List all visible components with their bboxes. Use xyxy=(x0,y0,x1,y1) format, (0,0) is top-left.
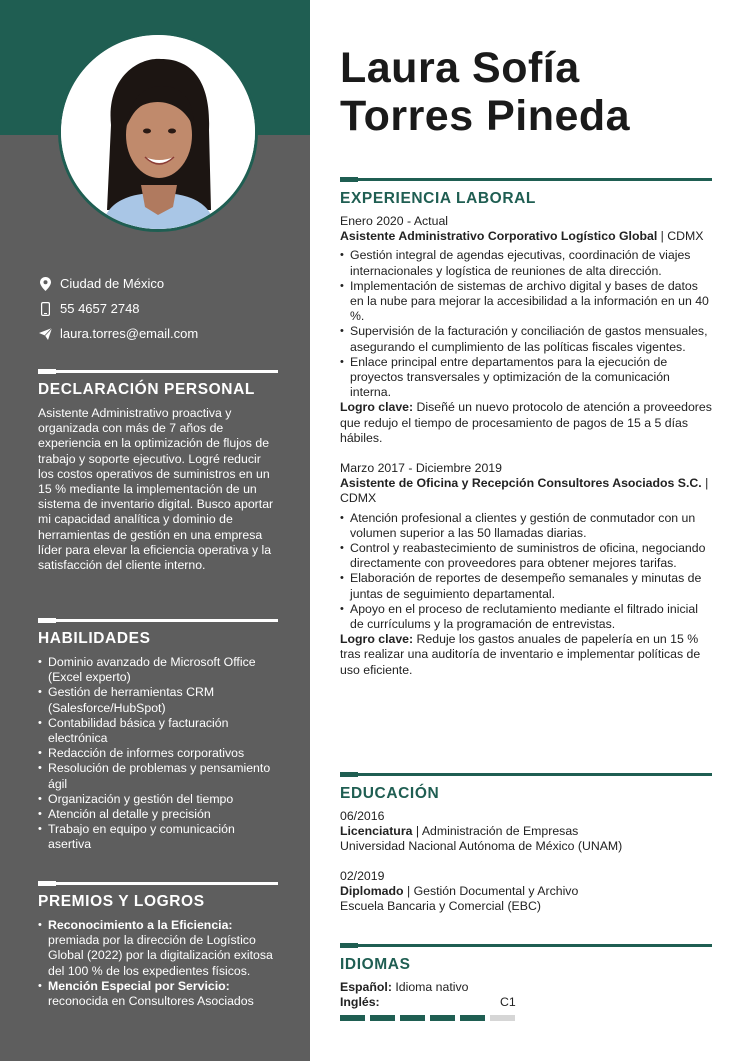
language-level: Idioma nativo xyxy=(395,980,469,994)
education-school: Escuela Bancaria y Comercial (EBC) xyxy=(340,899,541,914)
language-item xyxy=(340,995,712,1010)
level-segment-empty xyxy=(490,1015,515,1021)
education-section xyxy=(340,773,712,914)
award-description: reconocida en Consultores Asociados xyxy=(48,994,254,1009)
contact-city-text: Ciudad de México xyxy=(60,276,165,291)
name-line-1: Laura Sofía xyxy=(340,44,580,92)
award-item xyxy=(38,979,278,1009)
statement-text: Asistente Administrativo proactiva y organizada con más de 7 años de experiencia en la optimización de flujos de trabajo y soporte ejecutivo. Logré reducir los costos operativos de suministros en un 15 % mediante la implementación de un sistema de inventario digital. Busco aportar mi capacidad analítica y dominio de herramientas de gestión en una empresa líder para elevar la eficiencia operativa y la satisfacción del cliente interno. xyxy=(38,406,274,573)
language-item xyxy=(340,980,712,995)
education-date: 02/2019 xyxy=(340,868,385,883)
section-divider xyxy=(340,944,712,947)
skill-item: • Contabilidad básica y facturación electrónica xyxy=(38,716,278,746)
separator: | xyxy=(657,229,668,244)
level-segment-filled xyxy=(370,1015,395,1021)
education-entry xyxy=(340,809,712,855)
section-divider xyxy=(38,619,278,622)
list-item: • Supervisión de la facturación y conciliación de gastos mensuales, asegurando el cumplimiento de las políticas fiscales vigentes. xyxy=(340,324,712,354)
language-name: Inglés: xyxy=(340,995,380,1010)
level-segment-filled xyxy=(400,1015,425,1021)
profile-photo xyxy=(58,32,258,232)
name-line-2: Torres Pineda xyxy=(340,92,631,140)
list-item: • Atención profesional a clientes y gestión de conmutador con un volumen superior a las 50 llamadas diarias. xyxy=(340,511,712,541)
languages-title: IDIOMAS xyxy=(340,956,411,973)
education-degree-line xyxy=(340,884,712,899)
job-location: CDMX xyxy=(667,229,704,244)
job-dates: Enero 2020 - Actual xyxy=(340,214,449,228)
list-item: • Enlace principal entre departamentos para la ejecución de proyectos transversales y optimización de la comunicación interna. xyxy=(340,355,712,401)
education-degree-line xyxy=(340,824,712,839)
awards-title: PREMIOS Y LOGROS xyxy=(38,893,205,910)
language-level-bar xyxy=(340,1015,712,1021)
phone-icon xyxy=(38,301,52,317)
level-segment-filled xyxy=(460,1015,485,1021)
sidebar xyxy=(0,0,310,1061)
job-header xyxy=(340,229,712,244)
education-date: 06/2016 xyxy=(340,809,385,823)
section-divider xyxy=(38,882,278,885)
experience-title: EXPERIENCIA LABORAL xyxy=(340,190,536,207)
contact-phone xyxy=(38,296,288,321)
contact-email-text[interactable]: laura.torres@email.com xyxy=(60,326,199,341)
award-name: Reconocimiento a la Eficiencia: xyxy=(48,918,233,932)
language-level: C1 xyxy=(500,995,516,1010)
education-title: EDUCACIÓN xyxy=(340,785,440,802)
separator: | xyxy=(701,476,709,491)
education-field: Administración de Empresas xyxy=(421,824,579,839)
list-item: • Apoyo en el proceso de reclutamiento mediante el filtrado inicial de currículums y la programación de entrevistas. xyxy=(340,602,712,632)
job-role: Asistente de Oficina y Recepción Consultores Asociados S.C. xyxy=(340,476,702,491)
list-item: • Control y reabastecimiento de suministros de oficina, negociando directamente con proveedores para obtener mejores tarifas. xyxy=(340,541,712,571)
award-item xyxy=(38,918,278,979)
award-description: premiada por la dirección de Logístico Global (2022) por la digitalización exitosa del 100 % de los expedientes físicos. xyxy=(48,933,273,978)
skill-item: • Atención al detalle y precisión xyxy=(38,807,278,822)
contact-info xyxy=(38,271,288,346)
job-dates: Marzo 2017 - Diciembre 2019 xyxy=(340,461,502,476)
skill-item: • Dominio avanzado de Microsoft Office (Excel experto) xyxy=(38,655,278,685)
skills-title: HABILIDADES xyxy=(38,630,151,647)
education-school: Universidad Nacional Autónoma de México (UNAM) xyxy=(340,839,623,854)
list-item: • Gestión integral de agendas ejecutivas, coordinación de viajes internacionales y logística de reuniones de alta dirección. xyxy=(340,248,712,278)
contact-phone-text[interactable]: 55 4657 2748 xyxy=(60,301,140,316)
job-location: CDMX xyxy=(340,491,377,506)
job-header xyxy=(340,476,712,506)
education-degree: Diplomado xyxy=(340,883,404,898)
section-divider xyxy=(38,370,278,373)
job-role: Asistente Administrativo Corporativo Logístico Global xyxy=(340,229,658,244)
skill-item: • Organización y gestión del tiempo xyxy=(38,792,278,807)
experience-section xyxy=(340,178,712,678)
skills-list xyxy=(38,655,278,853)
location-pin-icon xyxy=(38,276,52,292)
job-achievement xyxy=(340,632,712,678)
language-name: Español: xyxy=(340,980,392,994)
job-achievement xyxy=(340,400,712,446)
job-entry xyxy=(340,214,712,446)
section-divider xyxy=(340,178,712,181)
education-field: Gestión Documental y Archivo xyxy=(413,883,579,898)
education-degree: Licenciatura xyxy=(340,824,413,839)
skill-item: • Redacción de informes corporativos xyxy=(38,746,278,761)
send-icon xyxy=(38,326,52,342)
languages-section xyxy=(340,944,712,1021)
separator: | xyxy=(403,883,414,898)
awards-section xyxy=(38,882,278,1009)
achievement-label: Logro clave: xyxy=(340,400,414,415)
skill-item: • Gestión de herramientas CRM (Salesforce/HubSpot) xyxy=(38,685,278,715)
achievement-text: Diseñé un nuevo protocolo de atención a proveedores que redujo el tiempo de procesamiento de pagos de 15 a 5 días hábiles. xyxy=(340,400,712,445)
level-segment-filled xyxy=(340,1015,365,1021)
job-entry xyxy=(340,461,712,678)
list-item: • Elaboración de reportes de desempeño semanales y minutas de juntas de seguimiento departamental. xyxy=(340,571,712,601)
statement-section xyxy=(38,370,278,573)
skills-section xyxy=(38,619,278,853)
education-entry xyxy=(340,869,712,915)
separator: | xyxy=(412,824,422,839)
section-divider xyxy=(340,773,712,776)
award-name: Mención Especial por Servicio: xyxy=(48,978,230,993)
job-bullets xyxy=(340,248,712,400)
level-segment-filled xyxy=(430,1015,455,1021)
statement-title: DECLARACIÓN PERSONAL xyxy=(38,381,255,398)
skill-item: • Resolución de problemas y pensamiento ágil xyxy=(38,761,278,791)
job-bullets xyxy=(340,511,712,633)
candidate-name xyxy=(340,44,630,140)
achievement-text: Reduje los gastos anuales de papelería en un 15 % tras realizar una auditoría de inventario e implementar políticas de uso eficiente. xyxy=(340,632,701,677)
contact-email xyxy=(38,321,288,346)
list-item: • Implementación de sistemas de archivo digital y bases de datos en la nube para mejorar la accesibilidad a la información en un 40 %. xyxy=(340,279,712,325)
achievement-label: Logro clave: xyxy=(340,632,414,647)
awards-list xyxy=(38,918,278,1009)
skill-item: • Trabajo en equipo y comunicación asertiva xyxy=(38,822,278,852)
contact-city xyxy=(38,271,288,296)
